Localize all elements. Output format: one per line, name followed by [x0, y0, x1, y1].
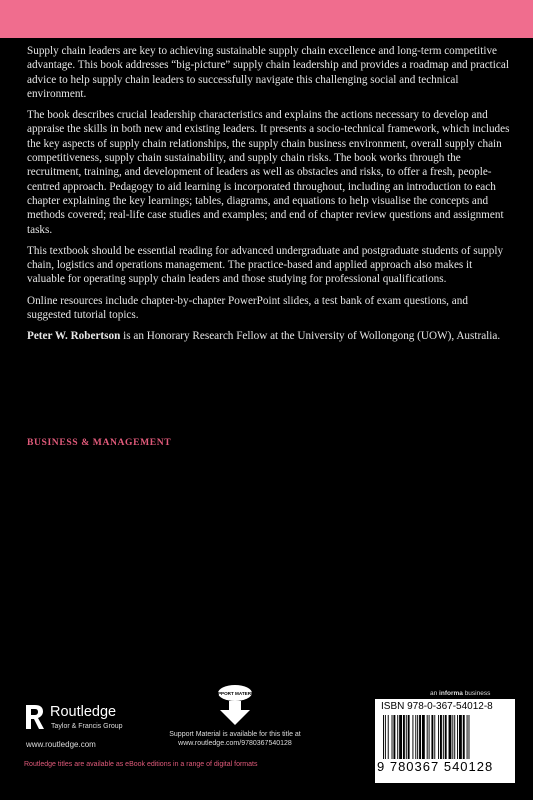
publisher-block: [22, 702, 172, 752]
informa-brand: informa: [439, 690, 463, 697]
publisher-url[interactable]: www.routledge.com: [26, 740, 96, 749]
support-url[interactable]: www.routledge.com/9780367540128: [178, 740, 292, 747]
informa-prefix: an: [430, 690, 440, 697]
publisher-group: Taylor & Francis Group: [51, 723, 123, 730]
top-color-band: [0, 0, 533, 38]
blurb-paragraph-1: Supply chain leaders are key to achieving sustainable supply chain excellence and long-term competitive advantage. This book addresses “big-picture” supply chain leadership and provides a roadmap and practical advice to help supply chain leaders to successfully navigate this challenging social and technical environment.: [27, 45, 509, 100]
routledge-logo-icon: [22, 702, 46, 732]
blurb-paragraph-4: Online resources include chapter-by-chapter PowerPoint slides, a test bank of exam questions, and suggested tutorial topics.: [27, 294, 468, 322]
support-line-1: Support Material is available for this title at: [169, 731, 301, 738]
isbn-label: ISBN 978-0-367-54012-8: [381, 701, 493, 712]
support-material-badge-icon: [203, 683, 267, 727]
blurb-paragraph-2: The book describes crucial leadership characteristics and explains the actions necessary to develop and appraise the skills in both new and existing leaders. It presents a socio-technical framework, which includes the key aspects of supply chain relationships, the supply chain business environment, overall supply chain competitiveness, supply chain sustainability, and supply chain risks. The book works through the recruitment, training, and development of leaders as well as obstacles and risks, to offer a fresh, people-centred approach. Pedagogy to aid learning is incorporated throughout, including an introduction to each chapter explaining the key learnings; tables, diagrams, and equations to help visualise the concepts and methods covered; real-life case studies and examples; and end of chapter review questions and assignment tasks.: [27, 109, 510, 236]
subject-category: BUSINESS & MANAGEMENT: [27, 437, 172, 448]
ebook-availability-note: Routledge titles are available as eBook editions in a range of digital formats: [24, 761, 258, 768]
author-bio-text: is an Honorary Research Fellow at the University of Wollongong (UOW), Australia.: [120, 330, 501, 343]
barcode-digits: 9 780367 540128: [377, 759, 494, 774]
back-cover-blurb: [27, 44, 512, 351]
informa-suffix: business: [462, 690, 491, 697]
author-bio: [27, 329, 512, 343]
publisher-name: Routledge: [50, 704, 117, 720]
barcode-icon: [383, 715, 507, 761]
support-material-note: [160, 730, 310, 748]
author-name: Peter W. Robertson: [27, 330, 121, 343]
informa-tagline: [430, 690, 490, 697]
support-badge-label: SUPPORT MATERIAL: [211, 691, 259, 696]
isbn-barcode: [375, 699, 515, 783]
blurb-paragraph-3: This textbook should be essential reading for advanced undergraduate and postgraduate students of supply chain, logistics and operations management. The practice-based and applied approach also makes it valuable for operating supply chain leaders and those studying for professional qualifications.: [27, 244, 504, 286]
